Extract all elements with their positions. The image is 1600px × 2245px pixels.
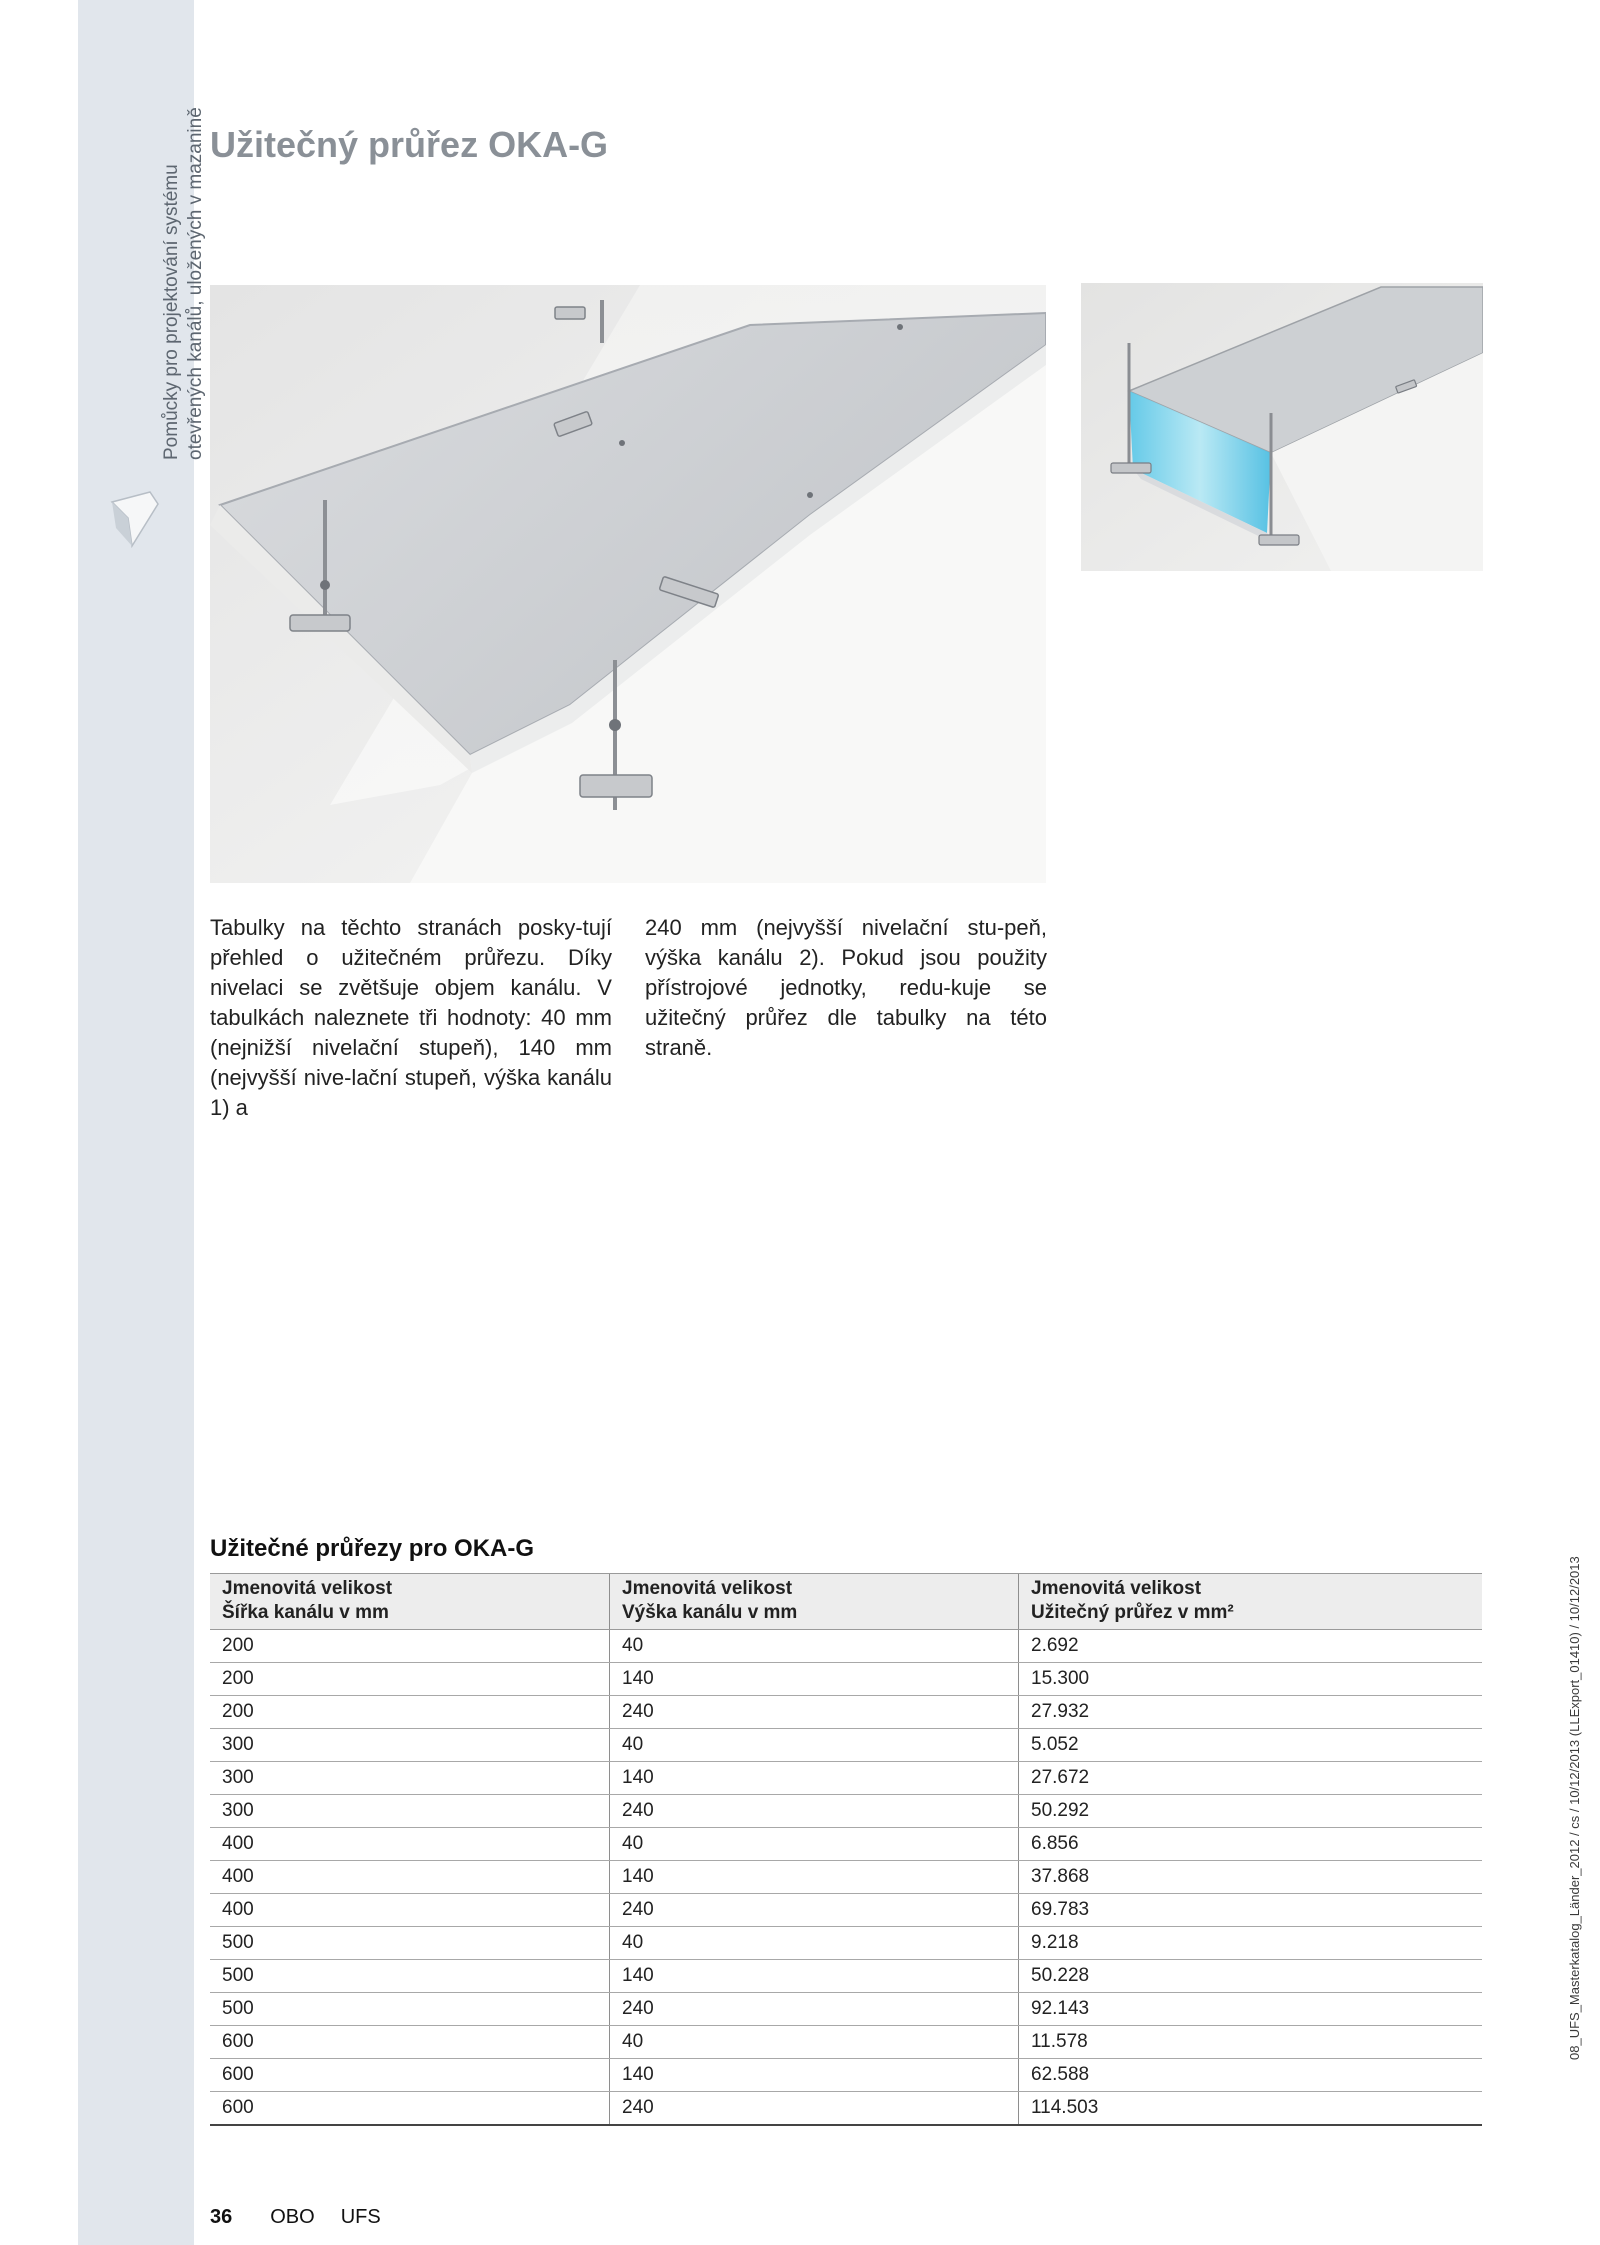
intro-paragraph-left: Tabulky na těchto stranách posky-tují přehled o užitečném průřezu. Díky nivelaci se zvětšuje objem kanálu. V tabulkách naleznete tři hodnoty: 40 mm (nejnižší nivelační stupeň), 140 mm (nejvyšší nive-lační stupeň, výška kanálu 1) a (210, 915, 612, 1120)
cell-cross-section: 15.300 (1019, 1663, 1483, 1696)
cell-cross-section: 69.783 (1019, 1894, 1483, 1927)
column-header-line: Jmenovitá velikost (622, 1578, 793, 1599)
table-row (210, 1630, 1482, 1663)
cell-width: 200 (210, 1696, 610, 1729)
cell-width: 200 (210, 1663, 610, 1696)
cell-height: 240 (610, 1795, 1019, 1828)
cell-width: 400 (210, 1861, 610, 1894)
cell-cross-section: 50.228 (1019, 1960, 1483, 1993)
table-row (210, 1696, 1482, 1729)
cell-cross-section: 50.292 (1019, 1795, 1483, 1828)
cell-cross-section: 114.503 (1019, 2092, 1483, 2126)
chapter-marker-icon (108, 488, 164, 548)
cell-height: 240 (610, 1696, 1019, 1729)
sidebar-chapter-text: Pomůcky pro projektování systému otevřených kanálů, uložených v mazanině (161, 107, 206, 460)
table-row (210, 2026, 1482, 2059)
cell-height: 40 (610, 1729, 1019, 1762)
table-row (210, 2059, 1482, 2092)
cell-cross-section: 2.692 (1019, 1630, 1483, 1663)
cell-cross-section: 9.218 (1019, 1927, 1483, 1960)
cell-cross-section: 27.672 (1019, 1762, 1483, 1795)
table-row (210, 2092, 1482, 2126)
cell-width: 300 (210, 1762, 610, 1795)
footer-section: UFS (340, 2206, 381, 2228)
page-number: 36 (210, 2206, 233, 2228)
product-photo-main (210, 285, 1046, 883)
cell-width: 200 (210, 1630, 610, 1663)
column-header-line: Jmenovitá velikost (222, 1578, 393, 1599)
cell-width: 500 (210, 1927, 610, 1960)
cell-cross-section: 11.578 (1019, 2026, 1483, 2059)
table-title: Užitečné průřezy pro OKA-G (210, 1535, 535, 1562)
table-row (210, 1828, 1482, 1861)
page-footer (210, 2206, 381, 2229)
table-row (210, 1729, 1482, 1762)
table-row (210, 1960, 1482, 1993)
cell-width: 400 (210, 1828, 610, 1861)
cell-width: 300 (210, 1795, 610, 1828)
cell-height: 40 (610, 1927, 1019, 1960)
cell-cross-section: 92.143 (1019, 1993, 1483, 2026)
cell-width: 600 (210, 2092, 610, 2126)
page-title: Užitečný průřez OKA-G (210, 124, 609, 165)
cell-cross-section: 62.588 (1019, 2059, 1483, 2092)
cell-height: 240 (610, 1894, 1019, 1927)
table-row (210, 1795, 1482, 1828)
table-row (210, 1762, 1482, 1795)
column-header-line: Šířka kanálu v mm (222, 1602, 389, 1623)
product-photo-cross-section (1081, 283, 1483, 571)
table-row (210, 1861, 1482, 1894)
table-row (210, 1927, 1482, 1960)
footer-brand: OBO (270, 2206, 315, 2228)
cell-height: 140 (610, 1762, 1019, 1795)
column-header-width (210, 1574, 610, 1630)
cell-height: 240 (610, 1993, 1019, 2026)
table-row (210, 1993, 1482, 2026)
cross-section-table (210, 1573, 1482, 2126)
cell-height: 240 (610, 2092, 1019, 2126)
intro-paragraph-right: 240 mm (nejvyšší nivelační stu-peň, výška kanálu 2). Pokud jsou použity přístrojové jednotky, redu-kuje se užitečný průřez dle tabulky na této straně. (645, 915, 1047, 1060)
cell-cross-section: 5.052 (1019, 1729, 1483, 1762)
column-header-line: Užitečný průřez v mm² (1031, 1602, 1234, 1623)
cell-width: 600 (210, 2059, 610, 2092)
cell-height: 40 (610, 1828, 1019, 1861)
cell-width: 500 (210, 1960, 610, 1993)
cell-width: 300 (210, 1729, 610, 1762)
column-header-line: Jmenovitá velikost (1031, 1578, 1202, 1599)
cell-cross-section: 27.932 (1019, 1696, 1483, 1729)
cell-width: 600 (210, 2026, 610, 2059)
cell-height: 40 (610, 1630, 1019, 1663)
catalog-margin-note: 08_UFS_Masterkatalog_Länder_2012 / cs / 10/12/2013 (LLExport_01410) / 10/12/2013 (1567, 1556, 1582, 2060)
cell-height: 140 (610, 1663, 1019, 1696)
cell-cross-section: 6.856 (1019, 1828, 1483, 1861)
table-row (210, 1894, 1482, 1927)
cell-height: 140 (610, 2059, 1019, 2092)
cell-height: 140 (610, 1960, 1019, 1993)
table-header-row (210, 1574, 1482, 1630)
cell-height: 140 (610, 1861, 1019, 1894)
cell-width: 500 (210, 1993, 610, 2026)
table-row (210, 1663, 1482, 1696)
cell-height: 40 (610, 2026, 1019, 2059)
cell-cross-section: 37.868 (1019, 1861, 1483, 1894)
column-header-cross-section (1019, 1574, 1483, 1630)
column-header-line: Výška kanálu v mm (622, 1602, 798, 1623)
column-header-height (610, 1574, 1019, 1630)
cell-width: 400 (210, 1894, 610, 1927)
